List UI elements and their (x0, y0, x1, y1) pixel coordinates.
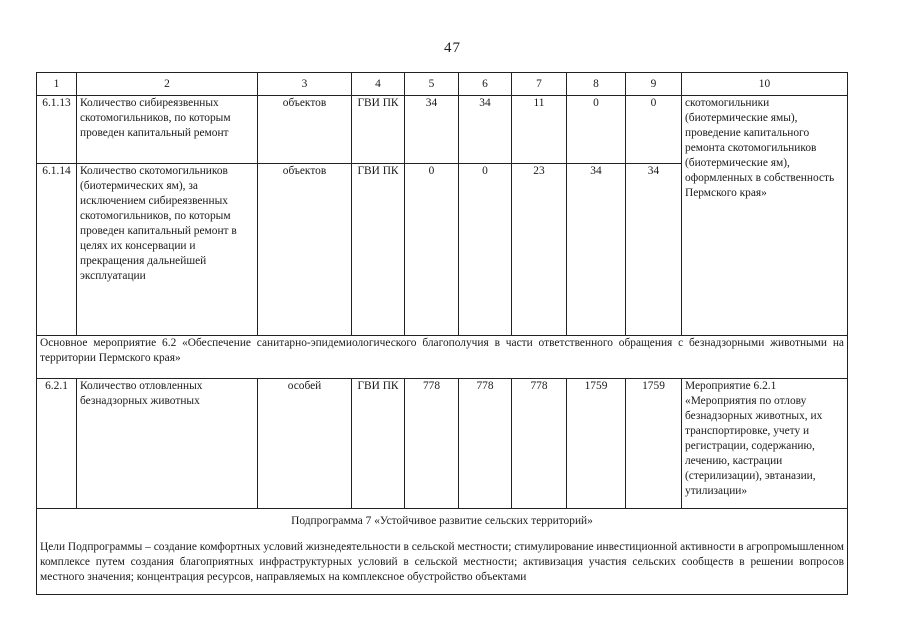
page-number: 47 (444, 40, 461, 56)
indicators-table (36, 72, 848, 595)
header-cell: 7 (512, 73, 567, 96)
row-authority: ГВИ ПК (352, 164, 405, 336)
header-cell: 10 (682, 73, 848, 96)
row-value: 778 (459, 379, 512, 509)
row-value: 23 (512, 164, 567, 336)
row-indicator: Количество сибиреязвенных скотомогильников, по которым проведен капитальный ремонт (77, 96, 258, 164)
row-value: 34 (626, 164, 682, 336)
row-value: 11 (512, 96, 567, 164)
header-cell: 9 (626, 73, 682, 96)
section-row (37, 336, 848, 379)
row-indicator: Количество скотомогильников (биотермических ям), за исключением сибиреязвенных скотомогильников, по которым проведен капитальный ремонт в целях их консервации и прекращения дальнейшей эксплуатации (77, 164, 258, 336)
header-cell: 5 (405, 73, 459, 96)
row-value: 1759 (626, 379, 682, 509)
subprogram-goals: Цели Подпрограммы – создание комфортных условий жизнедеятельности в сельской местности; стимулирование инвестиционной активности в агропромышленном комплексе путем создания благоприятных инфраструктурных условий в сельской местности; активизация участия сельских сообществ в решении вопросов местного значения; концентрация ресурсов, направляемых на комплексное обустройство объектами (40, 541, 844, 583)
row-authority: ГВИ ПК (352, 96, 405, 164)
row-value: 0 (405, 164, 459, 336)
header-cell: 6 (459, 73, 512, 96)
header-row (37, 73, 848, 96)
row-value: 0 (567, 96, 626, 164)
row-value: 34 (405, 96, 459, 164)
header-cell: 1 (37, 73, 77, 96)
row-value: 34 (567, 164, 626, 336)
header-cell: 8 (567, 73, 626, 96)
activity-title: Мероприятие 6.2.1 (685, 380, 777, 392)
header-cell: 4 (352, 73, 405, 96)
row-code: 6.1.13 (37, 96, 77, 164)
header-cell: 3 (258, 73, 352, 96)
row-value: 778 (405, 379, 459, 509)
row-code: 6.2.1 (37, 379, 77, 509)
table-row (37, 379, 848, 509)
row-value: 778 (512, 379, 567, 509)
subprogram-row (37, 509, 848, 595)
row-code: 6.1.14 (37, 164, 77, 336)
row-value: 0 (626, 96, 682, 164)
activity-description (682, 379, 848, 509)
header-cell: 2 (77, 73, 258, 96)
subprogram-block (37, 509, 848, 595)
table-row (37, 96, 848, 164)
row-unit: объектов (258, 96, 352, 164)
row-unit: особей (258, 379, 352, 509)
row-value: 0 (459, 164, 512, 336)
subprogram-title: Подпрограмма 7 «Устойчивое развитие сельских территорий» (291, 515, 593, 527)
row-unit: объектов (258, 164, 352, 336)
row-indicator: Количество отловленных безнадзорных животных (77, 379, 258, 509)
row-authority: ГВИ ПК (352, 379, 405, 509)
activity-text: «Мероприятия по отлову безнадзорных животных, их транспортировке, учету и регистрации, содержанию, лечению, кастрации (стерилизации), эвтаназии, утилизации» (685, 395, 823, 497)
row-value: 34 (459, 96, 512, 164)
section-heading-6-2: Основное мероприятие 6.2 «Обеспечение санитарно-эпидемиологического благополучия в части ответственного обращения с безнадзорными животными на территории Пермского края» (37, 336, 848, 379)
merged-description: скотомогильники (биотермические ямы), проведение капитального ремонта скотомогильников (биотермические ям), оформленных в собственность Пермского края» (682, 96, 848, 336)
row-value: 1759 (567, 379, 626, 509)
